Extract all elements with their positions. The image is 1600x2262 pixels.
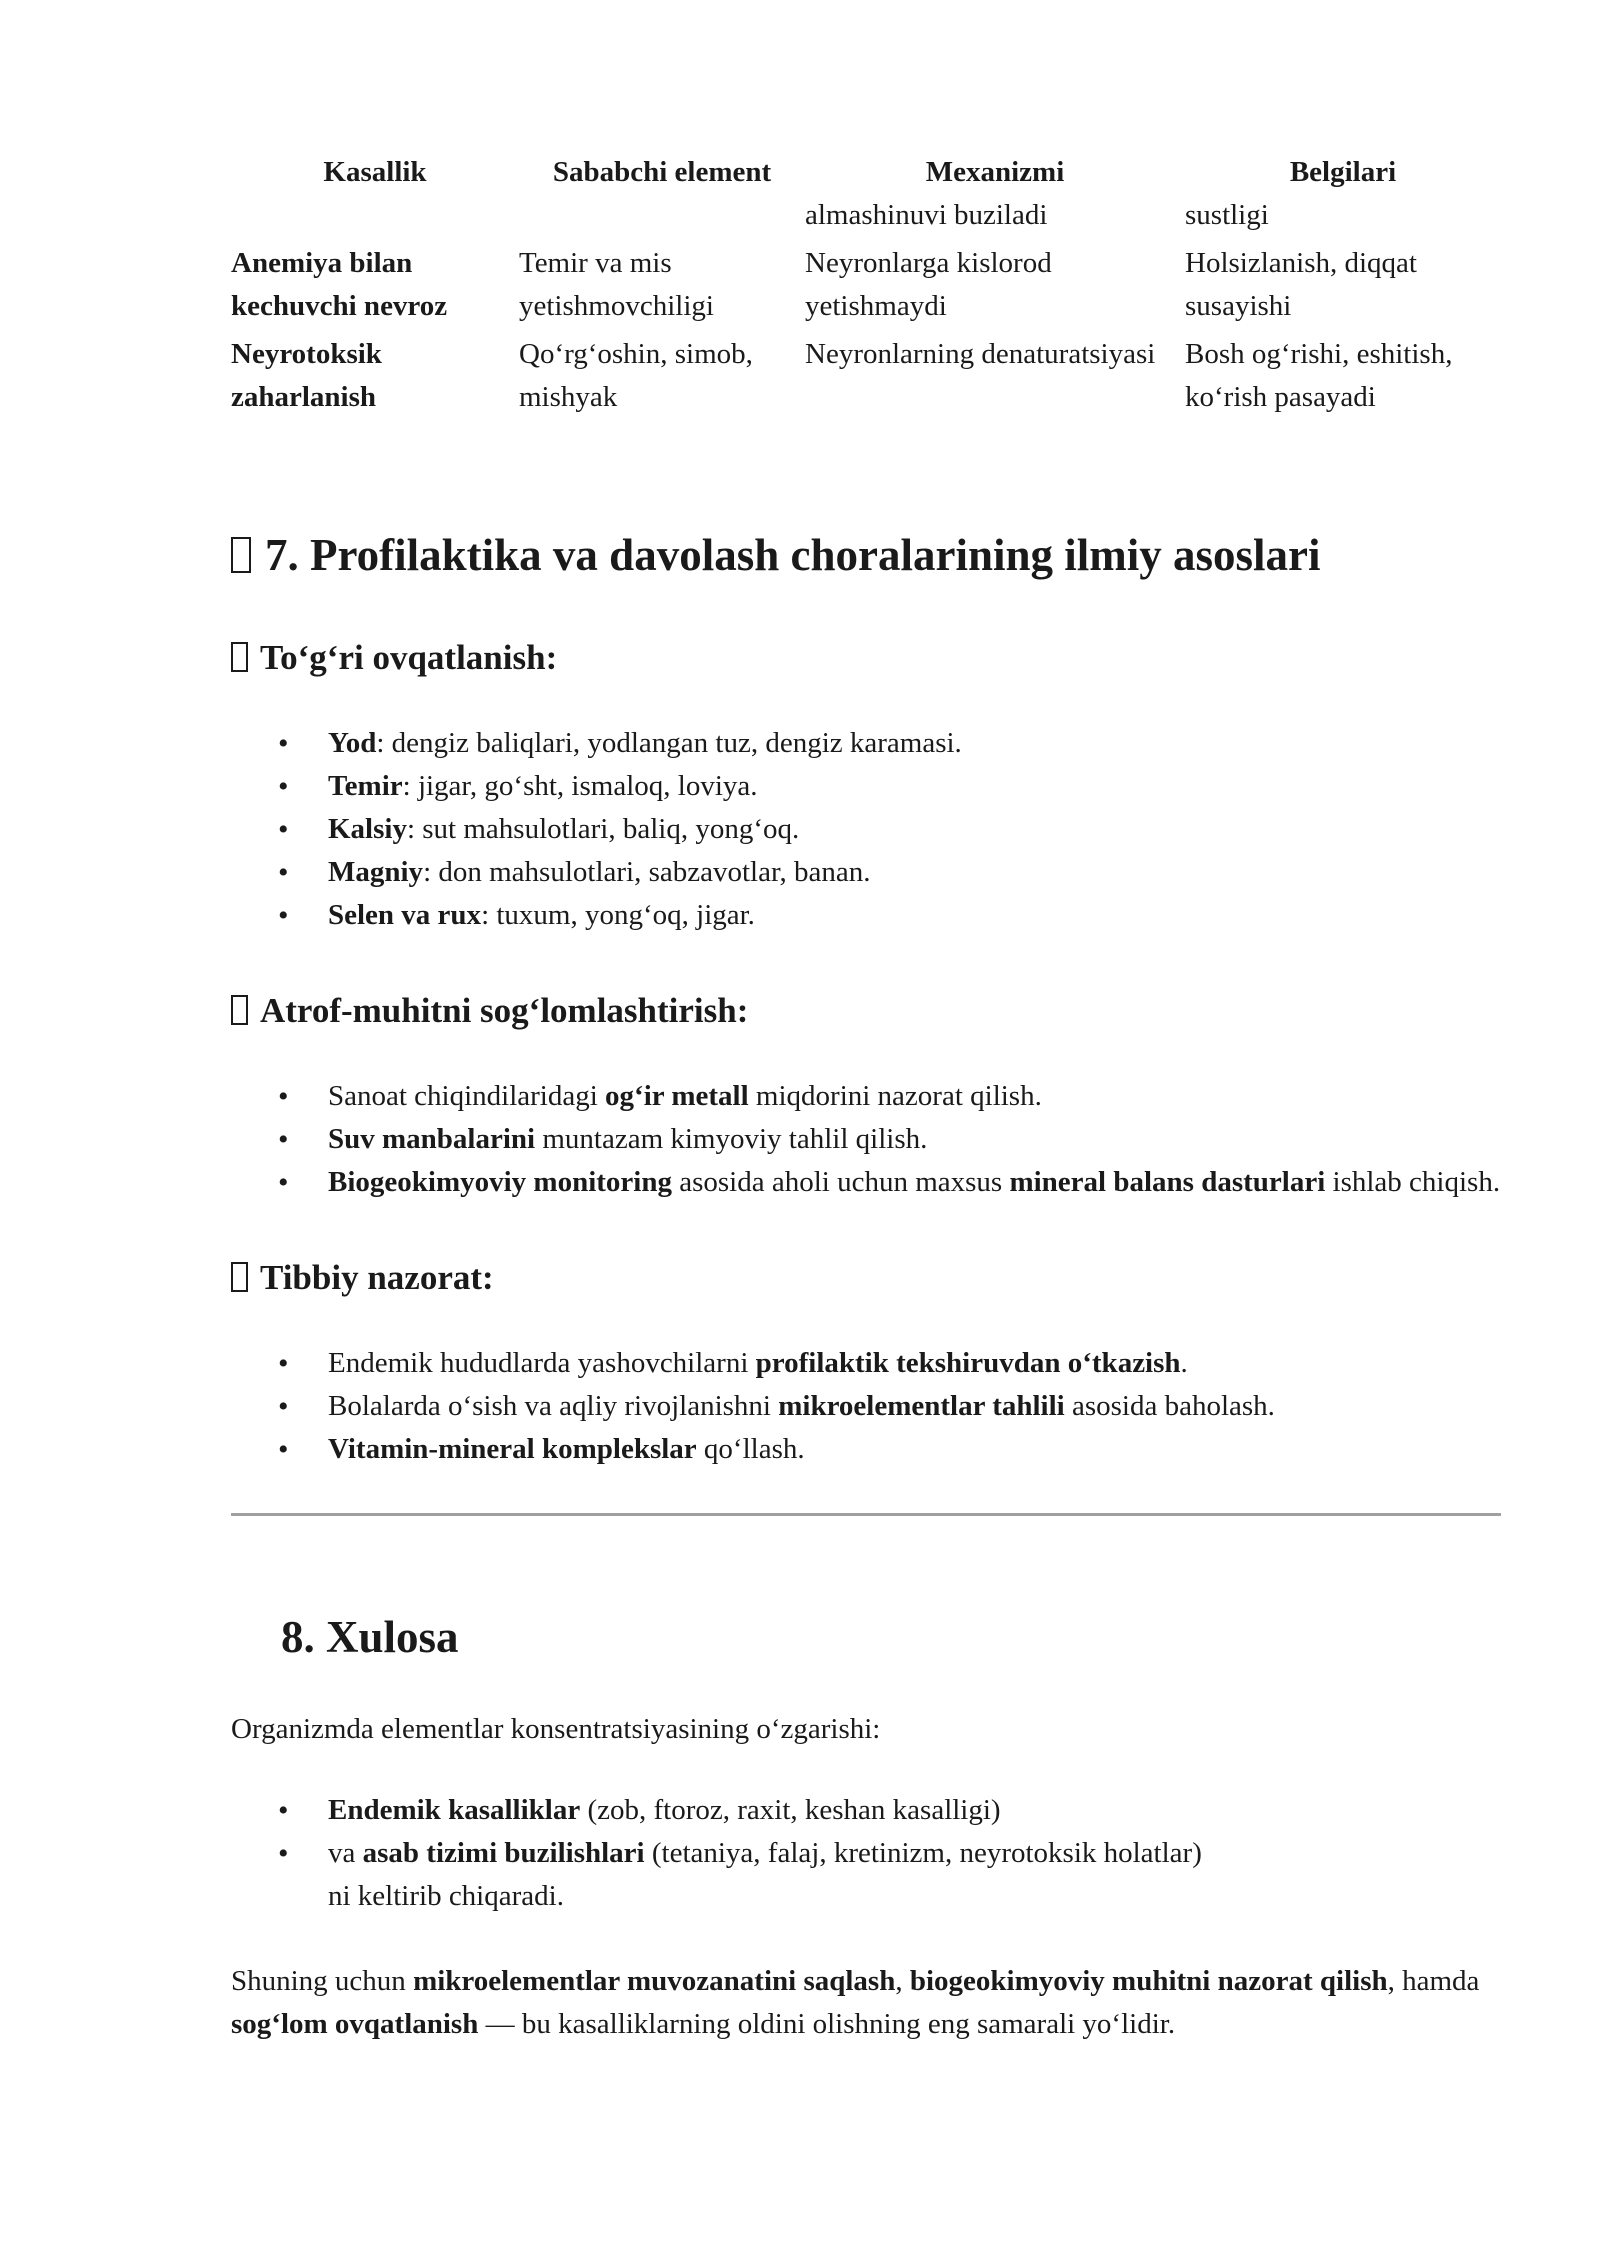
- text: ishlab chiqish.: [1325, 1166, 1501, 1198]
- cell-element: Qo‘rg‘oshin, simob, mishyak: [519, 338, 753, 413]
- header-disease: Kasallik: [323, 156, 427, 188]
- missing-glyph-icon: [231, 642, 248, 672]
- text: Endemik hududlarda yashovchilarni: [328, 1347, 756, 1379]
- text: Bolalarda o‘sish va aqliy rivojlanishni: [328, 1390, 779, 1422]
- list-item: [328, 1118, 1501, 1161]
- list-item: [328, 1832, 1501, 1918]
- list-item: [328, 1385, 1501, 1428]
- text: (zob, ftoroz, raxit, keshan kasalligi): [580, 1794, 1001, 1826]
- text: , hamda: [1387, 1965, 1480, 1997]
- list-item: [328, 894, 1501, 937]
- cell-empty: [231, 194, 519, 242]
- table-row: [231, 242, 1501, 333]
- term-text: : tuxum, yong‘oq, jigar.: [481, 899, 755, 931]
- text: asosida baholash.: [1064, 1390, 1275, 1422]
- bold-text: mikroelementlar tahlili: [778, 1390, 1065, 1422]
- missing-glyph-icon: [231, 1262, 248, 1292]
- section-7-title: 7. Profilaktika va davolash choralarining ilmiy asoslari: [265, 530, 1321, 580]
- text: (tetaniya, falaj, kretinizm, neyrotoksik holatlar): [644, 1837, 1202, 1869]
- cell-element: Temir va mis yetishmovchiligi: [519, 247, 714, 322]
- disease-table: [231, 145, 1501, 424]
- cell-mechanism: Neyronlarning denaturatsiyasi: [805, 338, 1156, 370]
- list-item: [328, 1428, 1501, 1471]
- bold-text: Biogeokimyoviy monitoring: [328, 1166, 672, 1198]
- cell-symptoms: sustligi: [1185, 199, 1269, 231]
- text: va: [328, 1837, 363, 1869]
- text: — bu kasalliklarning oldini olishning eng samarali yo‘lidir.: [478, 2008, 1176, 2040]
- table-row: [231, 333, 1501, 424]
- list-item: [328, 1161, 1501, 1204]
- bold-text: Vitamin-mineral komplekslar: [328, 1433, 697, 1465]
- cell-disease: Neyrotoksik zaharlanish: [231, 338, 382, 413]
- list-item: [328, 851, 1501, 894]
- bold-text: asab tizimi buzilishlari: [362, 1837, 645, 1869]
- cell-mechanism: almashinuvi buziladi: [805, 199, 1048, 231]
- nutrition-list: [231, 722, 1501, 937]
- bold-text: biogeokimyoviy muhitni nazorat qilish: [909, 1965, 1388, 1997]
- missing-glyph-icon: [231, 995, 248, 1025]
- text: miqdorini nazorat qilish.: [748, 1080, 1042, 1112]
- term: Magniy: [328, 856, 424, 888]
- cell-symptoms: Holsizlanish, diqqat susayishi: [1185, 247, 1417, 322]
- term-text: : dengiz baliqlari, yodlangan tuz, dengiz karamasi.: [376, 727, 962, 759]
- environment-title: Atrof-muhitni sog‘lomlashtirish:: [260, 991, 749, 1030]
- term-text: : don mahsulotlari, sabzavotlar, banan.: [423, 856, 871, 888]
- cell-empty: [519, 194, 805, 242]
- bold-text: mikroelementlar muvozanatini saqlash: [413, 1965, 896, 1997]
- medical-list: [231, 1342, 1501, 1471]
- list-item: [328, 722, 1501, 765]
- text: Shuning uchun: [231, 1965, 414, 1997]
- bold-text: og‘ir metall: [605, 1080, 749, 1112]
- continuation-text: ni keltirib chiqaradi.: [328, 1880, 564, 1912]
- cell-symptoms: Bosh og‘rishi, eshitish, ko‘rish pasayadi: [1185, 338, 1453, 413]
- text: Sanoat chiqindilaridagi: [328, 1080, 606, 1112]
- conclusion-final-paragraph: [231, 1960, 1501, 2046]
- cell-mechanism: Neyronlarga kislorod yetishmaydi: [805, 247, 1052, 322]
- environment-heading: [231, 987, 1501, 1035]
- text: asosida aholi uchun maxsus: [671, 1166, 1010, 1198]
- list-item: [328, 1789, 1501, 1832]
- text: qo‘llash.: [696, 1433, 805, 1465]
- section-8-heading: 8. Xulosa: [281, 1612, 459, 1662]
- term: Kalsiy: [328, 813, 407, 845]
- list-item: [328, 765, 1501, 808]
- section-7-heading: [231, 526, 1501, 584]
- bold-text: Suv manbalarini: [328, 1123, 536, 1155]
- list-item: [328, 1075, 1501, 1118]
- horizontal-divider: [231, 1513, 1501, 1516]
- list-item: [328, 808, 1501, 851]
- term: Yod: [328, 727, 377, 759]
- bold-text: Endemik kasalliklar: [328, 1794, 581, 1826]
- bold-text: sog‘lom ovqatlanish: [231, 2008, 479, 2040]
- term-text: : sut mahsulotlari, baliq, yong‘oq.: [406, 813, 800, 845]
- term: Selen va rux: [328, 899, 482, 931]
- bold-text: mineral balans dasturlari: [1009, 1166, 1326, 1198]
- nutrition-heading: [231, 634, 1501, 682]
- list-item: [328, 1342, 1501, 1385]
- text: muntazam kimyoviy tahlil qilish.: [535, 1123, 928, 1155]
- table-row: [231, 194, 1501, 242]
- term: Temir: [328, 770, 403, 802]
- missing-glyph-icon: [231, 537, 251, 573]
- term-text: : jigar, go‘sht, ismaloq, loviya.: [402, 770, 758, 802]
- header-mechanism: Mexanizmi: [925, 156, 1065, 188]
- header-symptoms: Belgilari: [1289, 156, 1397, 188]
- header-element: Sababchi element: [552, 156, 772, 188]
- conclusion-list: [231, 1789, 1501, 1918]
- document-content: [231, 145, 1501, 2046]
- bold-text: profilaktik tekshiruvdan o‘tkazish: [755, 1347, 1181, 1379]
- environment-list: [231, 1075, 1501, 1204]
- cell-disease: Anemiya bilan kechuvchi nevroz: [231, 247, 448, 322]
- nutrition-title: To‘g‘ri ovqatlanish:: [260, 638, 558, 677]
- medical-title: Tibbiy nazorat:: [260, 1258, 494, 1297]
- conclusion-intro: Organizmda elementlar konsentratsiyasining o‘zgarishi:: [231, 1713, 881, 1745]
- medical-heading: [231, 1254, 1501, 1302]
- text: .: [1180, 1347, 1188, 1379]
- table-header-row: [231, 145, 1501, 194]
- text: ,: [895, 1965, 910, 1997]
